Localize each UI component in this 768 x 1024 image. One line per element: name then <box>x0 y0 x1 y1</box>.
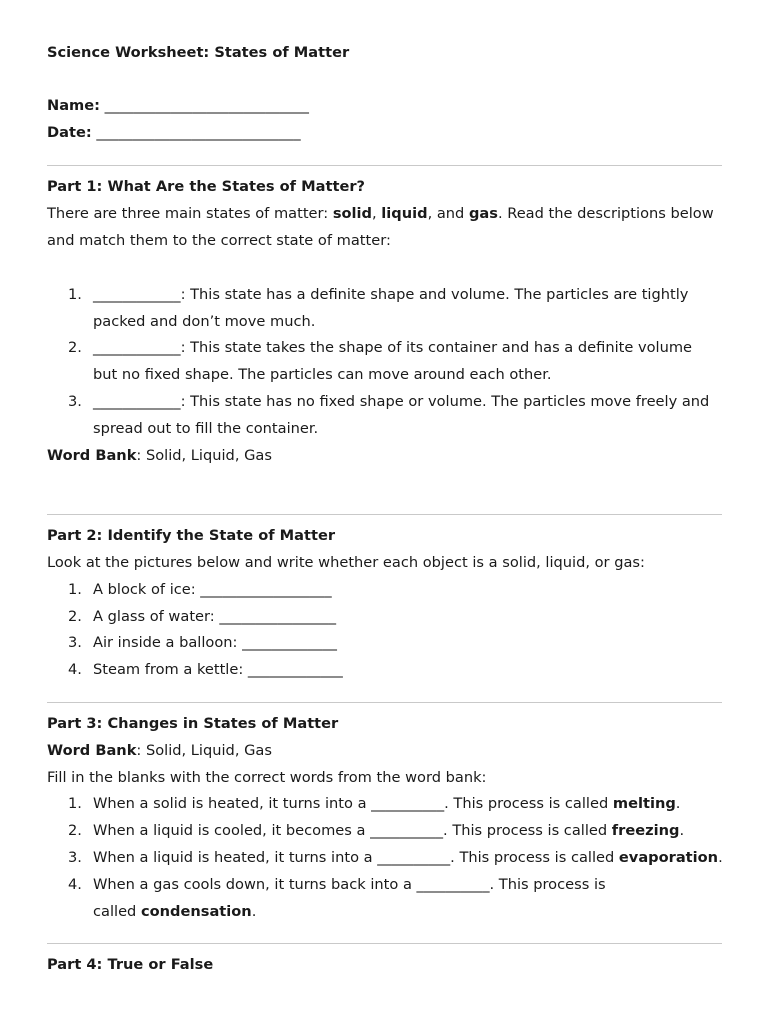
part3-item-text: When a liquid is cooled, it becomes a __________. This process is called <box>93 822 612 839</box>
term-solid: solid <box>332 205 372 222</box>
section-divider <box>47 165 722 166</box>
list-number: 3. <box>68 634 82 651</box>
section-divider <box>47 943 722 944</box>
part1-intro-tail: . Read the descriptions below <box>497 205 714 222</box>
list-number: 2. <box>68 608 82 625</box>
part2-intro: Look at the pictures below and write whether each object is a solid, liquid, or gas: <box>47 554 645 571</box>
part2-item-2: A glass of water: ________________ <box>93 608 337 625</box>
part1-intro-line2: and match them to the correct state of matter: <box>47 232 391 249</box>
part3-item-1 <box>93 794 680 814</box>
term-gas: gas <box>468 205 498 222</box>
list-number: 1. <box>68 795 82 812</box>
date-field-row <box>47 123 301 143</box>
part1-intro-comma: , <box>372 205 382 222</box>
part2-item-1: A block of ice: __________________ <box>93 581 332 598</box>
part3-item-2 <box>93 821 684 841</box>
part3-item-end: . <box>679 822 685 839</box>
part1-word-bank <box>47 446 272 466</box>
word-bank-text: : Solid, Liquid, Gas <box>136 447 272 464</box>
part3-item-4-line1: When a gas cools down, it turns back into a __________. This process is <box>93 876 606 893</box>
part1-item-1-line2: packed and don’t move much. <box>93 313 316 330</box>
part1-item-1-line1: ____________: This state has a definite shape and volume. The particles are tightly <box>93 286 689 303</box>
part1-item-3-line1: ____________: This state has no fixed shape or volume. The particles move freely and <box>93 393 710 410</box>
part2-heading: Part 2: Identify the State of Matter <box>47 527 336 544</box>
list-number: 2. <box>68 822 82 839</box>
part3-word-bank <box>47 741 272 761</box>
part3-item-text: When a liquid is heated, it turns into a __________. This process is called <box>93 849 619 866</box>
list-number: 1. <box>68 581 82 598</box>
part3-item-end: . <box>251 903 257 920</box>
part2-item-4: Steam from a kettle: _____________ <box>93 661 343 678</box>
list-number: 1. <box>68 286 82 303</box>
part3-intro: Fill in the blanks with the correct words from the word bank: <box>47 769 487 786</box>
section-divider <box>47 514 722 515</box>
list-number: 4. <box>68 661 82 678</box>
list-number: 3. <box>68 849 82 866</box>
part3-item-3 <box>93 848 723 868</box>
part4-heading: Part 4: True or False <box>47 956 214 973</box>
name-blank: ____________________________ <box>104 97 309 114</box>
term-freezing: freezing <box>611 822 680 839</box>
date-blank: ____________________________ <box>96 124 301 141</box>
term-evaporation: evaporation <box>618 849 719 866</box>
part3-heading: Part 3: Changes in States of Matter <box>47 715 339 732</box>
date-label: Date: <box>47 124 92 141</box>
part1-intro-line1 <box>47 204 714 224</box>
word-bank-label: Word Bank <box>47 447 137 464</box>
list-number: 2. <box>68 339 82 356</box>
list-number: 3. <box>68 393 82 410</box>
word-bank-label: Word Bank <box>47 742 137 759</box>
term-condensation: condensation <box>140 903 252 920</box>
section-divider <box>47 702 722 703</box>
part1-heading: Part 1: What Are the States of Matter? <box>47 178 365 195</box>
part1-item-2-line2: but no fixed shape. The particles can move around each other. <box>93 366 552 383</box>
part3-item-4-line2 <box>93 902 256 922</box>
part3-item-end: . <box>675 795 681 812</box>
part1-intro-text: There are three main states of matter: <box>47 205 333 222</box>
part3-item-end: . <box>718 849 723 866</box>
term-melting: melting <box>612 795 676 812</box>
part1-intro-and: , and <box>427 205 469 222</box>
part2-item-3: Air inside a balloon: _____________ <box>93 634 337 651</box>
name-label: Name: <box>47 97 101 114</box>
term-liquid: liquid <box>381 205 428 222</box>
part3-item-text: called <box>93 903 141 920</box>
part1-item-3-line2: spread out to fill the container. <box>93 420 319 437</box>
part1-item-2-line1: ____________: This state takes the shape of its container and has a definite volume <box>93 339 693 356</box>
name-field-row <box>47 96 309 116</box>
word-bank-text: : Solid, Liquid, Gas <box>136 742 272 759</box>
list-number: 4. <box>68 876 82 893</box>
part3-item-text: When a solid is heated, it turns into a __________. This process is called <box>93 795 613 812</box>
worksheet-title: Science Worksheet: States of Matter <box>47 44 350 61</box>
